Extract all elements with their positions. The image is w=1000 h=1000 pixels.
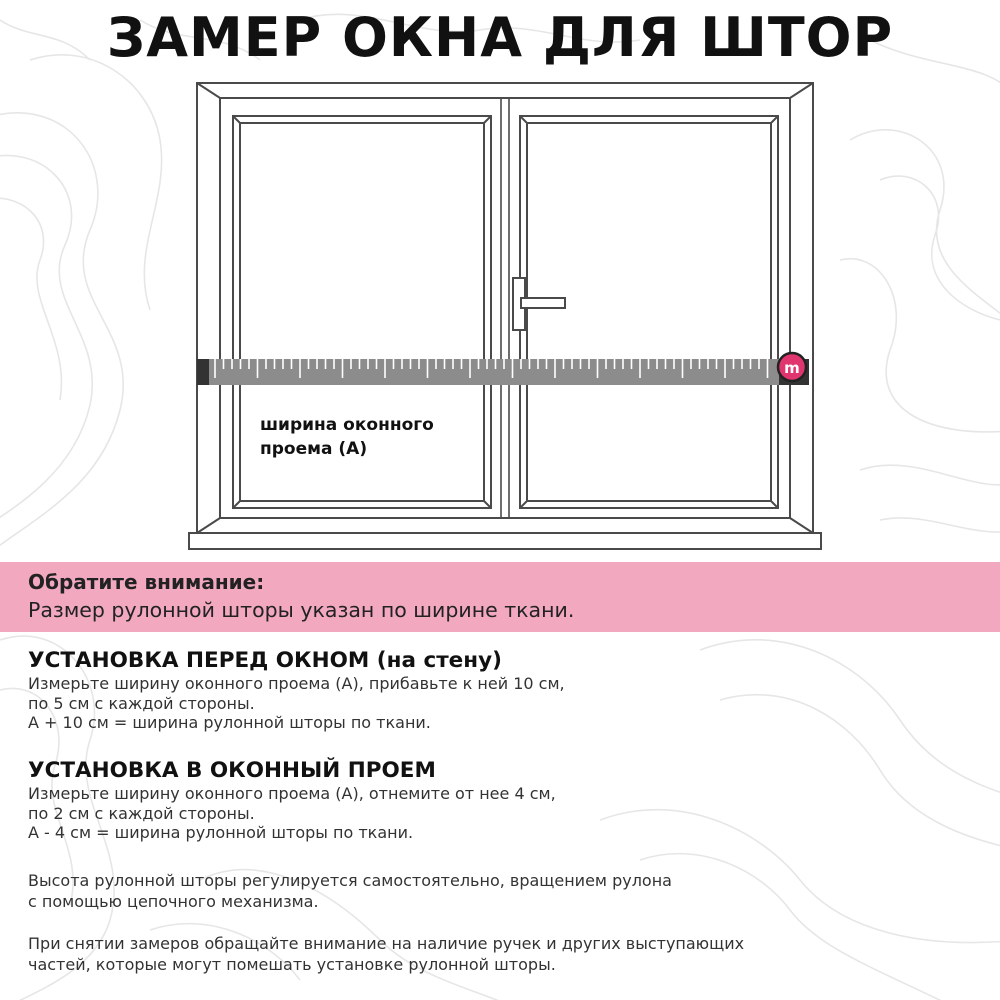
section-opening-mount (28, 758, 978, 843)
section-line: по 5 см с каждой стороны. (28, 693, 255, 713)
section-line: А + 10 см = ширина рулонной шторы по ткани. (28, 713, 431, 732)
right-sash (520, 116, 778, 508)
window-illustration (185, 78, 825, 553)
section-heading: УСТАНОВКА ПЕРЕД ОКНОМ (на стену) (28, 648, 502, 673)
section-wall-mount (28, 648, 978, 733)
section-line: А - 4 см = ширина рулонной шторы по ткани. (28, 823, 414, 842)
opening-width-label: ширина оконного проема (А) (260, 415, 434, 459)
section-line: Измерьте ширину оконного проема (А), отнемите от нее 4 см, (28, 784, 556, 803)
notice-banner (0, 562, 1000, 632)
height-note (28, 870, 988, 912)
page-title: ЗАМЕР ОКНА ДЛЯ ШТОР (106, 6, 894, 69)
window-sill (189, 533, 821, 549)
notice-text: Размер рулонной шторы указан по ширине ткани. (28, 598, 575, 622)
notice-heading: Обратите внимание: (28, 570, 265, 594)
paragraph-line: Высота рулонной шторы регулируется самостоятельно, вращением рулона (28, 871, 672, 890)
paragraph-line: с помощью цепочного механизма. (28, 892, 319, 911)
protrusion-note (28, 933, 988, 975)
section-line: Измерьте ширину оконного проема (А), прибавьте к ней 10 см, (28, 674, 565, 693)
window-outer-frame (197, 83, 813, 533)
measuring-tape-icon (197, 359, 809, 385)
section-heading: УСТАНОВКА В ОКОННЫЙ ПРОЕМ (28, 758, 436, 783)
paragraph-line: При снятии замеров обращайте внимание на наличие ручек и других выступающих (28, 934, 745, 953)
brand-badge-letter: m (784, 359, 800, 377)
section-line: по 2 см с каждой стороны. (28, 803, 255, 823)
window-handle-icon (513, 278, 565, 330)
brand-badge-icon (778, 353, 806, 381)
paragraph-line: частей, которые могут помешать установке рулонной шторы. (28, 955, 556, 974)
